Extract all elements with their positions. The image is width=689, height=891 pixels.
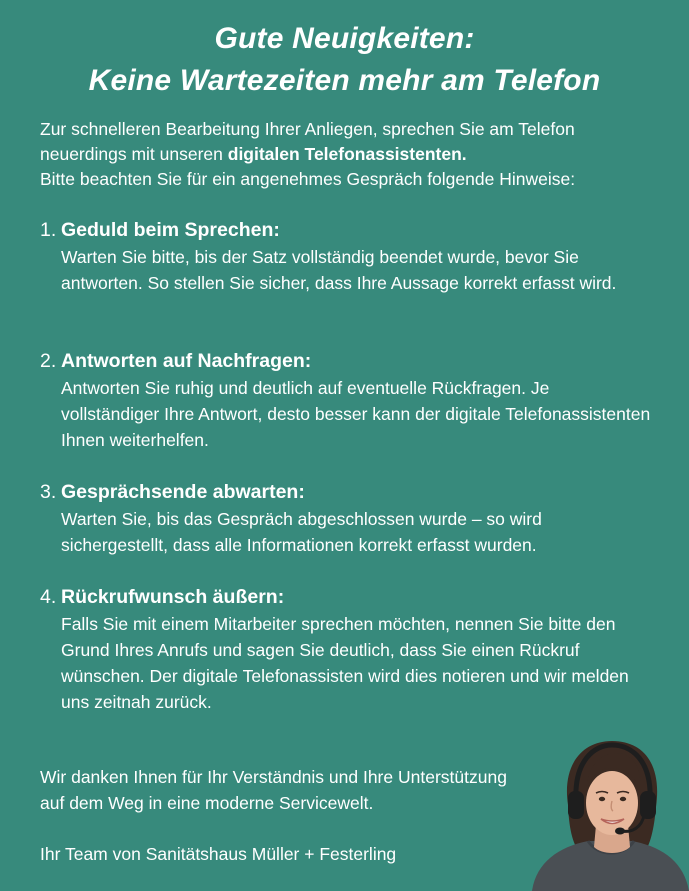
hint-title: Rückrufwunsch äußern:: [61, 586, 285, 608]
title-line-1: Gute Neuigkeiten:: [214, 22, 475, 55]
hint-body: Warten Sie, bis das Gespräch abgeschlossen wurde – so wird sichergestellt, dass alle Informationen korrekt erfasst wurden.: [61, 509, 542, 555]
hint-number: 1.: [40, 219, 57, 241]
intro-highlight: digitalen Telefonassistenten.: [227, 144, 467, 164]
hint-body: Warten Sie bitte, bis der Satz vollständig beendet wurde, bevor Sie antworten. So stellen Sie sicher, dass Ihre Aussage korrekt erfasst wird.: [61, 247, 617, 293]
hint-item-4: [40, 583, 650, 715]
hint-heading: [40, 216, 650, 244]
page-title: [0, 18, 689, 102]
support-agent-image: [532, 735, 689, 891]
closing-line-1: Wir danken Ihnen für Ihr Verständnis und Ihre Unterstützung: [40, 767, 507, 787]
intro-line-2: [40, 142, 660, 167]
signature: Ihr Team von Sanitätshaus Müller + Festerling: [40, 844, 397, 864]
closing-line-2: auf dem Weg in eine moderne Servicewelt.: [40, 793, 374, 813]
hint-number: 3.: [40, 481, 57, 503]
hint-number: 4.: [40, 586, 57, 608]
hint-number: 2.: [40, 350, 57, 372]
intro-line-2-text: neuerdings mit unseren: [40, 144, 228, 164]
hint-title: Gesprächsende abwarten:: [61, 481, 305, 503]
hint-heading: [40, 583, 650, 611]
title-line-2: Keine Wartezeiten mehr am Telefon: [88, 64, 601, 97]
hint-item-3: [40, 478, 650, 558]
hint-heading: [40, 347, 650, 375]
hint-title: Antworten auf Nachfragen:: [61, 350, 312, 372]
hint-body: Antworten Sie ruhig und deutlich auf eventuelle Rückfragen. Je vollständiger Ihre Antwort, desto besser kann der digitale Telefonassistenten Ihnen weiterhelfen.: [61, 378, 651, 450]
hint-title: Geduld beim Sprechen:: [61, 219, 280, 241]
hint-item-1: [40, 216, 650, 296]
hint-item-2: [40, 347, 650, 453]
intro-text: [40, 117, 660, 192]
intro-line-3: Bitte beachten Sie für ein angenehmes Gespräch folgende Hinweise:: [40, 169, 576, 189]
closing-text: [40, 764, 560, 816]
hint-heading: [40, 478, 650, 506]
hint-body: Falls Sie mit einem Mitarbeiter sprechen möchten, nennen Sie bitte den Grund Ihres Anrufs und sagen Sie deutlich, dass Sie einen Rückruf wünschen. Der digitale Telefonassisten wird dies notieren und wir melden uns zeitnah zurück.: [61, 614, 629, 712]
intro-line-1: Zur schnelleren Bearbeitung Ihrer Anliegen, sprechen Sie am Telefon: [40, 119, 575, 139]
